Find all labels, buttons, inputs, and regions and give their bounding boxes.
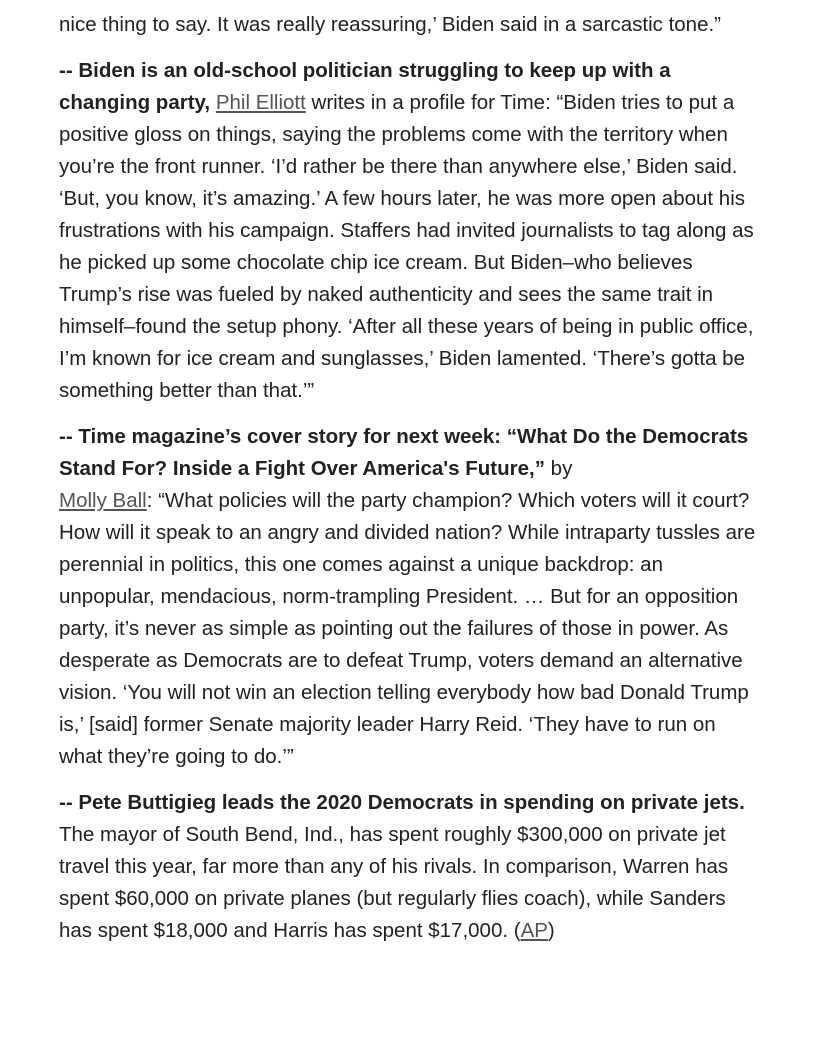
byline-by: by [544,457,573,480]
paragraph-biden-profile [59,55,759,407]
paragraph-text: The mayor of South Bend, Ind., has spent roughly $300,000 on private jet travel this year, far more than any of his rivals. In comparison, Warren has spent $60,000 on private planes (but regularly flies coach), while Sanders has spent $18,000 and Harris has spent $17,000. ( [59,823,729,942]
author-link-molly-ball[interactable]: Molly Ball [59,489,147,512]
article-body [59,9,759,961]
paragraph-buttigieg-jets [59,787,759,947]
source-link-ap[interactable]: AP [520,919,548,942]
paragraph-continuation [59,9,759,41]
paragraph-headline: -- Time magazine’s cover story for next week: “What Do the Democrats Stand For? Inside a Fight Over America's Future,” [59,425,749,480]
paragraph-headline: -- Pete Buttigieg leads the 2020 Democrats in spending on private jets. [59,791,745,814]
paragraph-headline: -- Biden is an old-school politician struggling to keep up with a changing party, [59,59,671,114]
paragraph-closing: ) [547,919,555,942]
paragraph-text: : “What policies will the party champion? Which voters will it court? How will it speak to an angry and divided nation? While intraparty tussles are perennial in politics, this one comes against a unique backdrop: an unpopular, mendacious, norm-trampling President. … But for an opposition party, it’s never as simple as pointing out the failures of those in power. As desperate as Democrats are to defeat Trump, voters demand an alternative vision. ‘You will not win an election telling everybody how bad Donald Trump is,’ [said] former Senate majority leader Harry Reid. ‘They have to run on what they’re going to do.’” [59,489,756,768]
paragraph-text: writes in a profile for Time: “Biden tries to put a positive gloss on things, saying the problems come with the territory when you’re the front runner. ‘I’d rather be there than anywhere else,’ Biden said. ‘But, you know, it’s amazing.’ A few hours later, he was more open about his frustrations with his campaign. Staffers had invited journalists to tag along as he picked up some chocolate chip ice cream. But Biden–who believes Trump’s rise was fueled by naked authenticity and sees the same trait in himself–found the setup phony. ‘After all these years of being in public office, I’m known for ice cream and sunglasses,’ Biden lamented. ‘There’s gotta be something better than that.’” [59,91,754,402]
author-link-phil-elliott[interactable]: Phil Elliott [215,91,306,114]
paragraph-text: nice thing to say. It was really reassuring,’ Biden said in a sarcastic tone.” [59,13,722,36]
paragraph-time-cover-story [59,421,759,773]
